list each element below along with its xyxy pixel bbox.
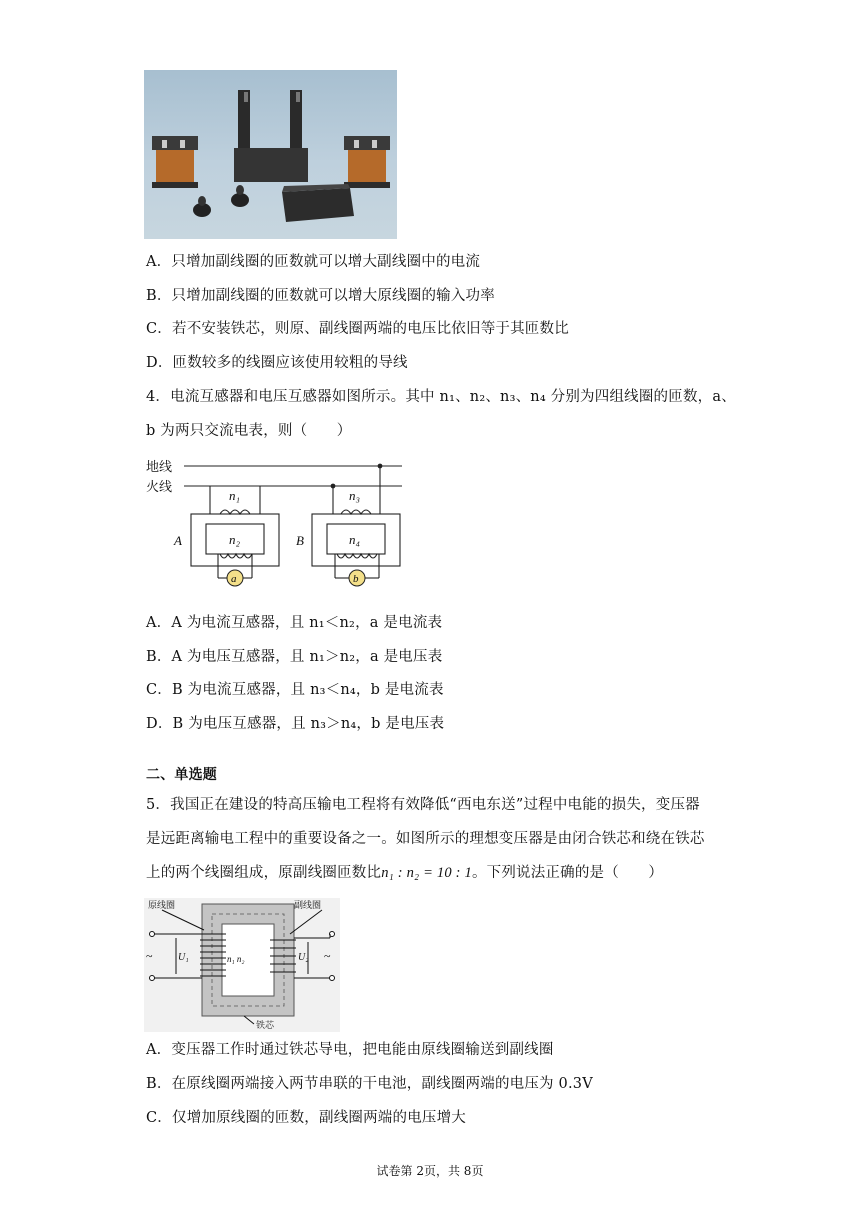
q4-option-c: C．B 为电流互感器，且 n₃＜n₄，b 是电流表 (146, 682, 444, 698)
q5-option-b: B．在原线圈两端接入两节串联的干电池，副线圈两端的电压为 0.3V (146, 1076, 593, 1092)
n2-label: n₂ (229, 532, 241, 547)
ground-line-label: 地线 (146, 459, 173, 474)
q4-stem-line2: b 为两只交流电表，则（ ） (146, 423, 352, 439)
q3-option-b: B．只增加副线圈的匝数就可以增大原线圈的输入功率 (146, 288, 495, 304)
q5-stem-line3-start: 上的两个线圈组成，原副线圈匝数比 (146, 865, 382, 881)
q3-option-c: C．若不安装铁芯，则原、副线圈两端的电压比依旧等于其匝数比 (146, 321, 569, 337)
junction-dot (331, 484, 336, 489)
transformer-b-label: B (296, 533, 304, 548)
q5-stem-line3 (146, 863, 663, 883)
ac-source-left: ~ (146, 949, 153, 963)
q4-option-d: D．B 为电压互感器，且 n₃＞n₄，b 是电压表 (146, 716, 445, 732)
transformer-parts-photo (144, 70, 397, 239)
secondary-coil-label: 副线圈 (294, 901, 322, 911)
page-footer: 试卷第 2页，共 8页 (376, 1164, 484, 1178)
meter-a-label: a (231, 573, 237, 585)
q4-option-b: B．A 为电压互感器，且 n₁＞n₂，a 是电压表 (146, 649, 443, 665)
live-line-label: 火线 (146, 479, 173, 494)
ac-source-right: ~ (324, 949, 331, 963)
ideal-transformer-diagram (144, 898, 340, 1032)
q4-option-a: A．A 为电流互感器，且 n₁＜n₂，a 是电流表 (146, 615, 443, 631)
section-heading: 二、单选题 (146, 767, 217, 783)
n4-label: n₄ (349, 532, 361, 547)
q3-option-a: A．只增加副线圈的匝数就可以增大副线圈中的电流 (146, 254, 481, 270)
q5-stem-line3-end: 。下列说法正确的是（ ） (471, 865, 664, 881)
instrument-transformer-diagram (144, 452, 404, 592)
transformer-parts-illustration (144, 70, 397, 239)
q4-stem-line1: 4．电流互感器和电压互感器如图所示。其中 n₁、n₂、n₃、n₄ 分别为四组线圈的匝数，a、 (146, 389, 736, 405)
q5-option-c: C．仅增加原线圈的匝数，副线圈两端的电压增大 (146, 1110, 466, 1126)
n3-label: n₃ (349, 488, 361, 503)
n1-label: n₁ (229, 488, 241, 503)
turns-ratio: n₁ : n₂ = 10 : 1 (381, 865, 472, 881)
transformer-a-label: A (174, 533, 182, 548)
meter-b-label: b (353, 573, 359, 585)
q5-stem-line1: 5．我国正在建设的特高压输电工程将有效降低“西电东送”过程中电能的损失，变压器 (146, 797, 700, 813)
core-label: 铁芯 (256, 1021, 275, 1031)
q5-stem-line2: 是远距离输电工程中的重要设备之一。如图所示的理想变压器是由闭合铁芯和绕在铁芯 (146, 831, 705, 847)
junction-dot (378, 464, 383, 469)
u2-label: U₂ (298, 952, 309, 963)
primary-coil-label: 原线圈 (148, 901, 176, 911)
n1n2-label: n₁ n₂ (227, 954, 245, 964)
q5-option-a: A．变压器工作时通过铁芯导电，把电能由原线圈输送到副线圈 (146, 1042, 554, 1058)
q3-option-d: D．匝数较多的线圈应该使用较粗的导线 (146, 355, 408, 371)
u1-label: U₁ (178, 952, 189, 963)
